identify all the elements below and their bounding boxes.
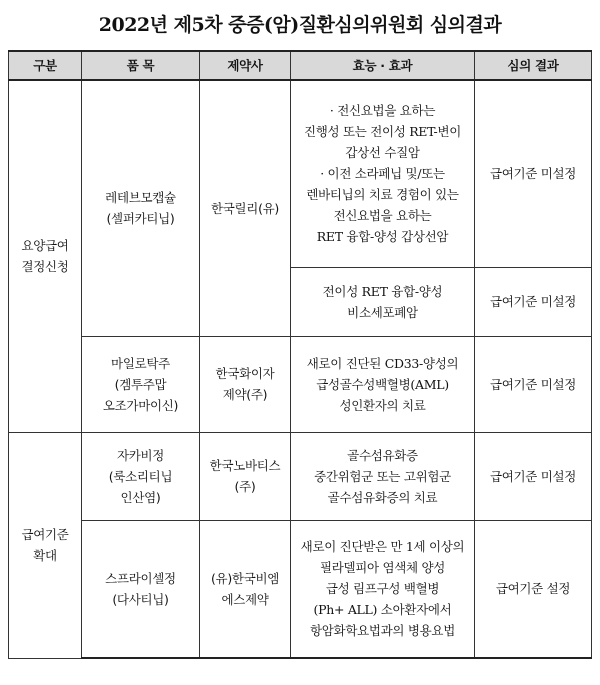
company-cell: 한국릴리(유) [200,80,291,336]
category-cell: 요양급여 결정신청 [9,80,82,432]
category-cell: 급여기준 확대 [9,432,82,658]
table-header-row [9,51,592,80]
company-cell: (유)한국비엠 에스제약 [200,520,291,658]
efficacy-cell: 새로이 진단된 CD33-양성의 급성골수성백혈병(AML) 성인환자의 치료 [291,336,475,432]
result-cell: 급여기준 미설정 [475,432,592,520]
table-row [9,520,592,658]
company-cell: 한국화이자 제약(주) [200,336,291,432]
product-cell: 스프라이셀정 (다사티닙) [82,520,200,658]
efficacy-cell: 전이성 RET 융합-양성 비소세포폐암 [291,267,475,336]
table-row [9,80,592,267]
result-cell: 급여기준 미설정 [475,80,592,267]
result-cell: 급여기준 설정 [475,520,592,658]
header-product: 품 목 [82,51,200,80]
product-cell: 레테브모캡슐 (셀퍼카티닙) [82,80,200,336]
header-company: 제약사 [200,51,291,80]
header-category: 구분 [9,51,82,80]
result-cell: 급여기준 미설정 [475,267,592,336]
table-row [9,432,592,520]
efficacy-cell: 새로이 진단받은 만 1세 이상의 필라델피아 염색체 양성 급성 림프구성 백혈병 (Ph+ ALL) 소아환자에서 항암화학요법과의 병용요법 [291,520,475,658]
header-result: 심의 결과 [475,51,592,80]
review-results-table [8,50,592,659]
result-cell: 급여기준 미설정 [475,336,592,432]
page-title: 2022년 제5차 중증(암)질환심의위원회 심의결과 [98,14,502,36]
product-cell: 마일로탁주 (겜투주맙 오조가마이신) [82,336,200,432]
header-efficacy: 효능 · 효과 [291,51,475,80]
efficacy-cell: 골수섬유화증 중간위험군 또는 고위험군 골수섬유화증의 치료 [291,432,475,520]
product-cell: 자카비정 (룩소리티닙 인산염) [82,432,200,520]
table-row [9,336,592,432]
efficacy-cell: · 전신요법을 요하는 진행성 또는 전이성 RET-변이 갑상선 수질암 · 이전 소라페닙 및/또는 렌바티닙의 치료 경험이 있는 전신요법을 요하는 RET 융합-양성 갑상선암 [291,80,475,267]
company-cell: 한국노바티스 (주) [200,432,291,520]
